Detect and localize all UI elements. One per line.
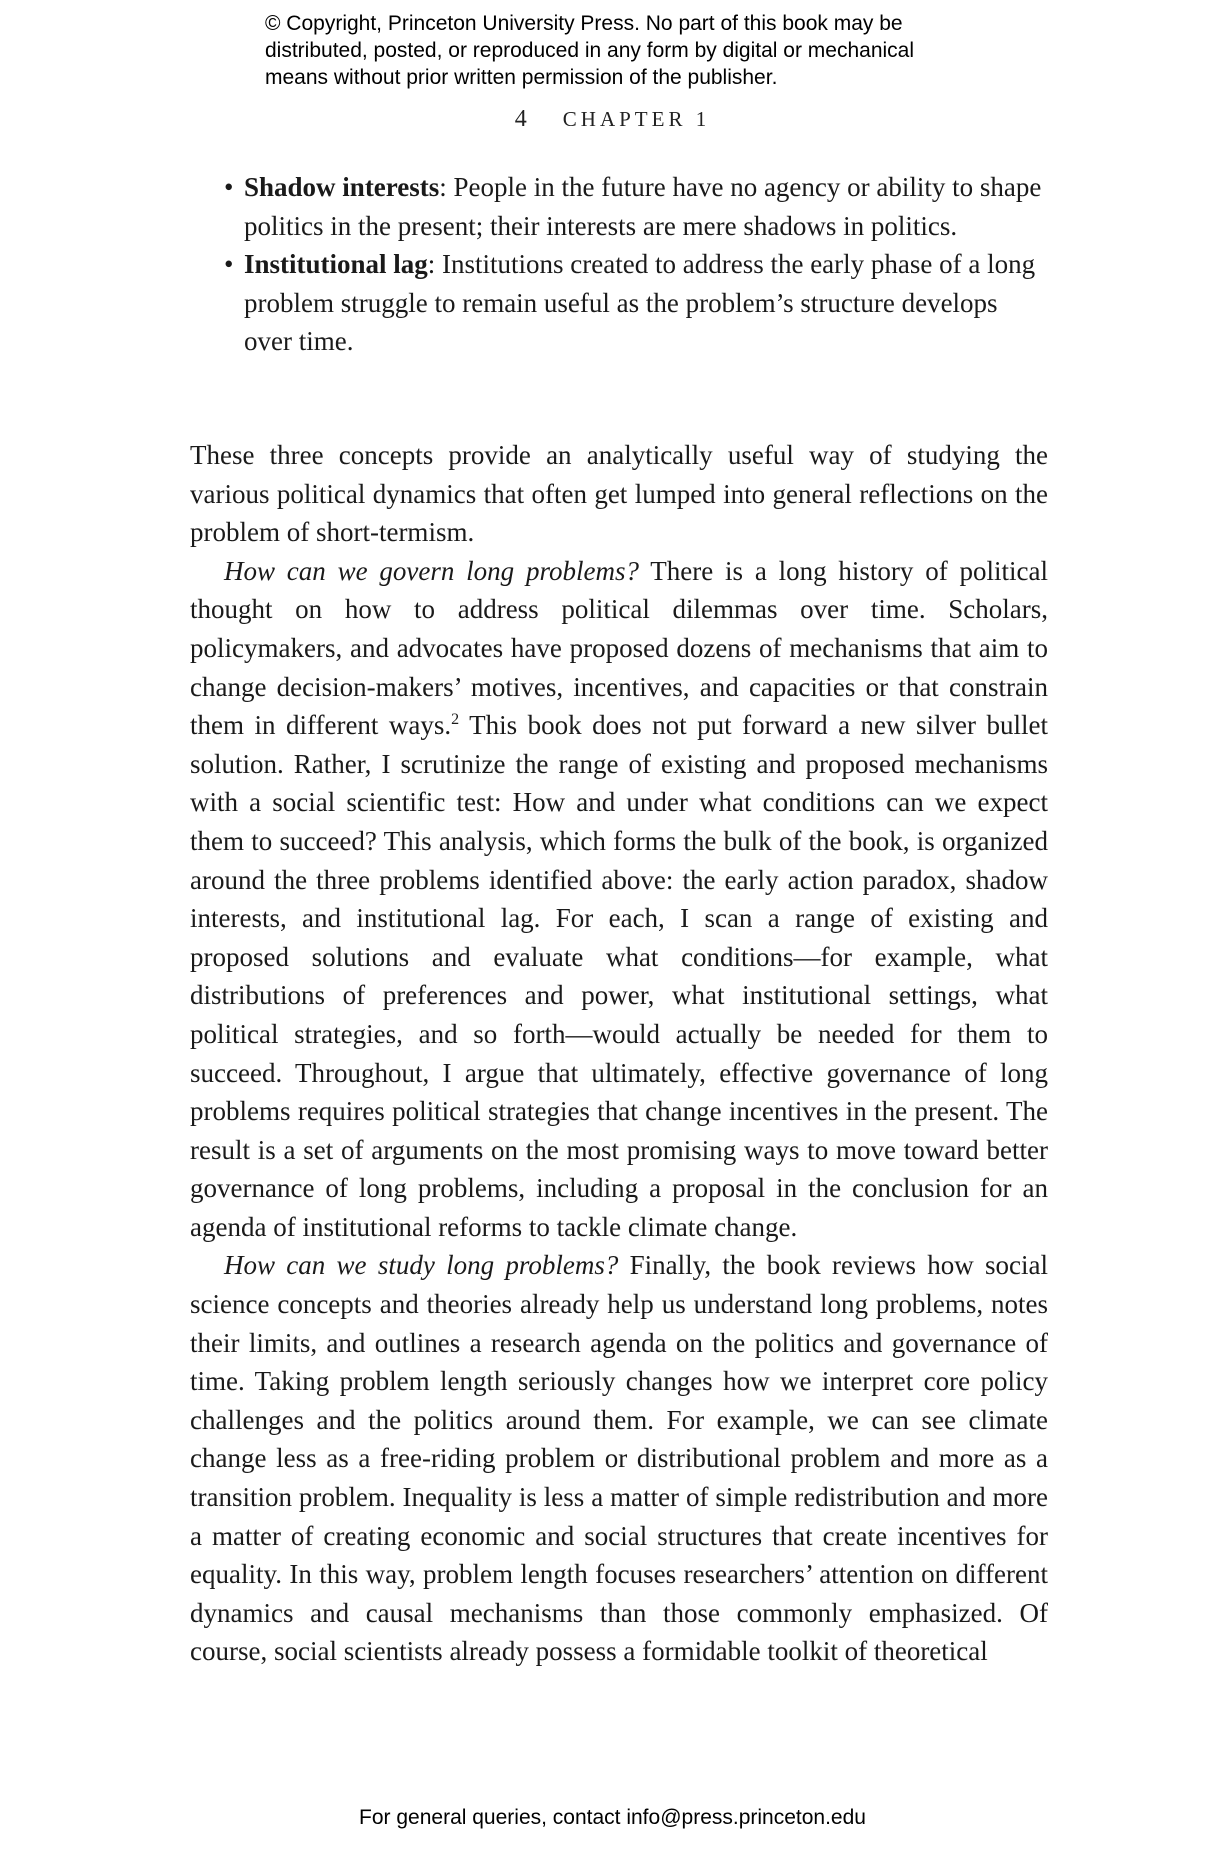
paragraph-text: Finally, the book reviews how social science concepts and theories already help us understand long problems, notes their limits, and outlines a research agenda on the politics and governance of time. Taking problem length seriously changes how we interpret core policy challenges and the politics around them. For example, we can see climate change less as a free-riding problem or distributional problem and more as a transition problem. Inequality is less a matter of simple redistribution and more a matter of creating economic and social structures that create incentives for equality. In this way, problem length focuses researchers’ attention on different dynamics and causal mechanisms than those commonly emphasized. Of course, social scientists already possess a formidable toolkit of theoretical [190, 1250, 1048, 1667]
copyright-line: © Copyright, Princeton University Press. No part of this book may be [265, 12, 903, 35]
footnote-marker[interactable]: 2 [451, 711, 460, 729]
chapter-label: CHAPTER 1 [562, 107, 711, 131]
page-number: 4 [514, 106, 527, 132]
paragraph-text: There is a long history of political thought on how to address political dilemmas over time. Scholars, policymakers, and advocates have proposed dozens of mechanisms that aim to change decision-makers’ motives, incentives, and capacities or that constrain them in different ways. [190, 555, 1048, 741]
bullet-term: Institutional lag [244, 249, 428, 279]
footer-contact: For general queries, contact info@press.princeton.edu [359, 1806, 866, 1829]
body-text [190, 436, 1048, 1671]
paragraph-2 [190, 552, 1048, 1247]
copyright-line: means without prior written permission of the publisher. [265, 66, 778, 89]
bullet-text: : People in the future have no agency or ability to shape politics in the present; their interests are mere shadows in politics. [244, 172, 1042, 241]
bullet-text: : Institutions created to address the early phase of a long problem struggle to remain useful as the problem’s structure develops over time. [244, 249, 1036, 356]
paragraph-lead-question: How can we govern long problems? [224, 555, 639, 586]
running-head [0, 106, 1225, 133]
bullet-item-institutional-lag [190, 245, 1050, 361]
bullet-term: Shadow interests [244, 172, 440, 202]
paragraph-1: These three concepts provide an analytically useful way of studying the various political dynamics that often get lumped into general reflections on the problem of short-termism. [190, 440, 1048, 548]
paragraph-3 [190, 1246, 1048, 1671]
paragraph-text: This book does not put forward a new silver bullet solution. Rather, I scrutinize the range of existing and proposed mechanisms with a social scientific test: How and under what conditions can we expect them to succeed? This analysis, which forms the bulk of the book, is organized around the three problems identified above: the early action paradox, shadow interests, and institutional lag. For each, I scan a range of existing and proposed solutions and evaluate what conditions—for example, what distributions of preferences and power, what institutional settings, what political strategies, and so forth—would actually be needed for them to succeed. Throughout, I argue that ultimately, effective governance of long problems requires political strategies that change incentives in the present. The result is a set of arguments on the most promising ways to move toward better governance of long problems, including a proposal in the conclusion for an agenda of institutional reforms to tackle climate change. [190, 710, 1049, 1242]
copyright-notice [265, 10, 1025, 91]
bullet-dot-icon: • [224, 172, 234, 202]
bullet-item-shadow-interests [190, 168, 1050, 245]
copyright-line: distributed, posted, or reproduced in any form by digital or mechanical [265, 39, 915, 62]
bullet-dot-icon: • [224, 249, 234, 279]
paragraph-lead-question: How can we study long problems? [224, 1250, 619, 1281]
bullet-list [190, 168, 1050, 361]
